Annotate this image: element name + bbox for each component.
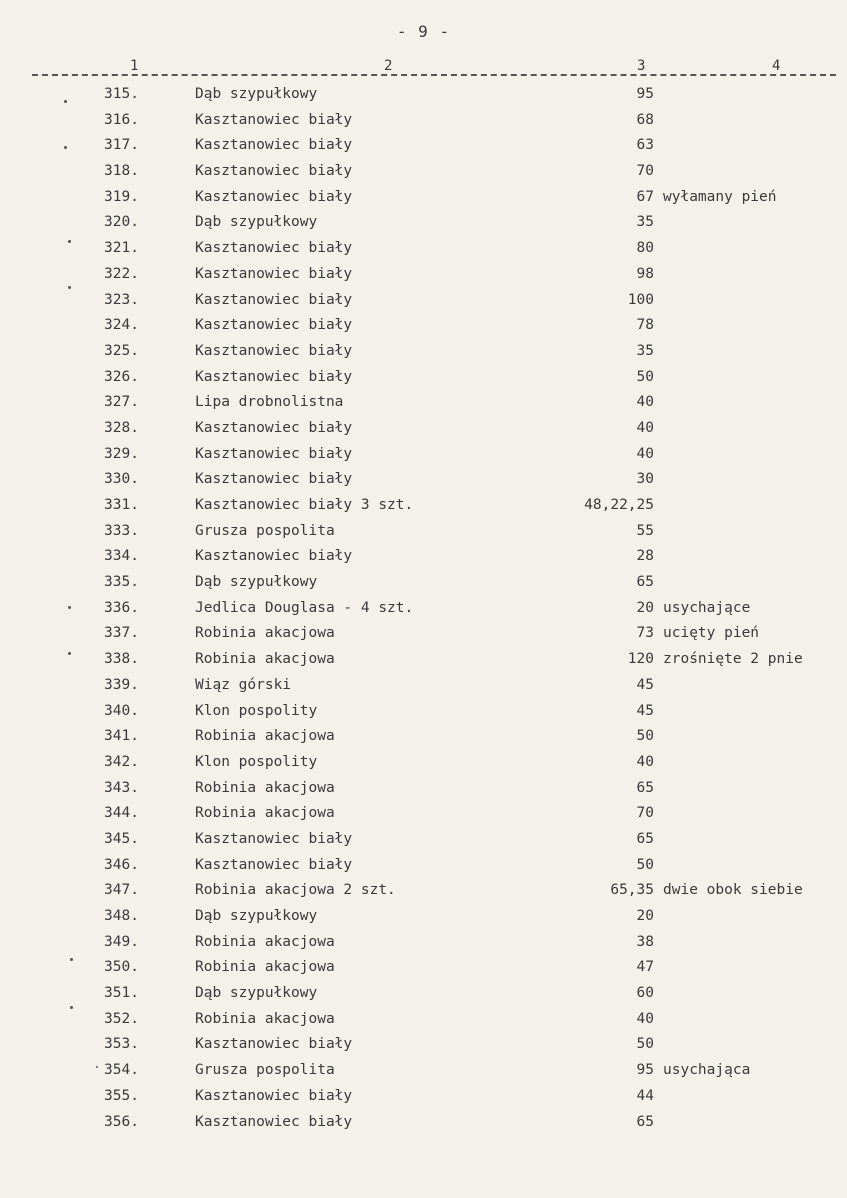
row-number: 335.	[104, 574, 139, 591]
table-row	[0, 493, 847, 519]
measurement: 55	[636, 522, 654, 539]
table-row	[0, 647, 847, 673]
measurement: 63	[636, 137, 654, 154]
tree-species: Robinia akacjowa	[195, 933, 335, 950]
table-row	[0, 365, 847, 391]
table-row	[0, 699, 847, 725]
table-row	[0, 262, 847, 288]
scan-speck	[70, 1006, 73, 1009]
table-row	[0, 82, 847, 108]
measurement: 50	[636, 856, 654, 873]
table-row	[0, 390, 847, 416]
table-row	[0, 621, 847, 647]
measurement: 78	[636, 317, 654, 334]
scan-speck	[70, 958, 73, 961]
measurement: 67	[636, 188, 654, 205]
header-divider	[32, 74, 836, 76]
measurement: 100	[627, 291, 654, 308]
row-number: 356.	[104, 1113, 139, 1130]
row-number: 348.	[104, 908, 139, 924]
row-number: 354.	[104, 1062, 139, 1079]
table-row	[0, 108, 847, 134]
measurement: 65	[636, 779, 654, 796]
tree-species: Dąb szypułkowy	[195, 214, 318, 231]
table-row	[0, 1007, 847, 1033]
table-row	[0, 570, 847, 596]
tree-species: Robinia akacjowa	[195, 728, 335, 745]
tree-species: Grusza pospolita	[195, 522, 335, 539]
row-number: 334.	[104, 548, 139, 565]
tree-species: Dąb szypułkowy	[195, 574, 318, 591]
tree-species: Kasztanowiec biały	[195, 240, 353, 257]
measurement: 40	[636, 445, 654, 462]
measurement: 28	[636, 548, 654, 565]
row-number: 349.	[104, 933, 139, 950]
table-row	[0, 442, 847, 468]
measurement: 35	[636, 342, 654, 359]
remark: usychające	[663, 599, 751, 616]
tree-inventory-table	[0, 82, 847, 1135]
table-row	[0, 673, 847, 699]
row-number: 342.	[104, 753, 139, 770]
row-number: 324.	[104, 317, 139, 334]
table-row	[0, 776, 847, 802]
measurement: 95	[636, 1062, 654, 1079]
scan-speck	[68, 606, 71, 609]
tree-species: Kasztanowiec biały	[195, 291, 353, 308]
column-header-3: 3	[637, 58, 646, 74]
table-row	[0, 750, 847, 776]
tree-species: Kasztanowiec biały	[195, 1036, 353, 1053]
tree-species: Robinia akacjowa	[195, 625, 335, 642]
table-row	[0, 930, 847, 956]
tree-species: Kasztanowiec biały	[195, 265, 353, 282]
measurement: 38	[636, 933, 654, 950]
tree-species: Robinia akacjowa	[195, 1010, 335, 1027]
scan-speck	[68, 286, 71, 289]
table-row	[0, 288, 847, 314]
remark: usychająca	[663, 1062, 751, 1079]
measurement: 30	[636, 471, 654, 488]
measurement: 65	[636, 830, 654, 847]
table-row	[0, 467, 847, 493]
row-number: 347.	[104, 882, 139, 899]
row-number: 345.	[104, 830, 139, 847]
table-row	[0, 519, 847, 545]
row-number: 346.	[104, 856, 139, 873]
row-number: 331.	[104, 497, 139, 513]
measurement: 47	[636, 959, 654, 976]
table-row	[0, 724, 847, 750]
table-row	[0, 544, 847, 570]
scan-speck	[64, 146, 67, 149]
row-number: 336.	[104, 599, 139, 616]
row-number: 329.	[104, 445, 139, 462]
measurement: 45	[636, 676, 654, 693]
table-row	[0, 1032, 847, 1058]
measurement: 60	[636, 985, 654, 1002]
measurement: 70	[636, 805, 654, 822]
tree-species: Robinia akacjowa	[195, 651, 335, 668]
tree-species: Wiąz górski	[195, 676, 292, 693]
measurement: 35	[636, 214, 654, 231]
row-number: 321.	[104, 240, 139, 257]
scan-speck	[68, 652, 71, 655]
table-row	[0, 1058, 847, 1084]
table-row	[0, 185, 847, 211]
measurement: 45	[636, 702, 654, 719]
column-header-2: 2	[384, 58, 393, 74]
tree-species: Lipa drobnolistna	[195, 394, 344, 411]
measurement: 65	[636, 1113, 654, 1130]
tree-species: Kasztanowiec biały	[195, 548, 353, 565]
measurement: 73	[636, 625, 654, 642]
table-row	[0, 955, 847, 981]
column-header-4: 4	[772, 58, 781, 74]
measurement: 98	[636, 265, 654, 282]
tree-species: Klon pospolity	[195, 702, 318, 719]
table-row	[0, 981, 847, 1007]
tree-species: Klon pospolity	[195, 753, 318, 770]
measurement: 20	[636, 599, 654, 616]
row-number: 350.	[104, 959, 139, 976]
measurement: 120	[627, 651, 654, 668]
tree-species: Dąb szypułkowy	[195, 985, 318, 1002]
tree-species: Kasztanowiec biały	[195, 445, 353, 462]
remark: wyłamany pień	[663, 188, 777, 205]
measurement: 50	[636, 368, 654, 385]
tree-species: Kasztanowiec biały	[195, 137, 353, 154]
row-number: 344.	[104, 805, 139, 822]
tree-species: Robinia akacjowa	[195, 805, 335, 822]
table-row	[0, 1110, 847, 1136]
tree-species: Kasztanowiec biały	[195, 368, 353, 385]
tree-species: Dąb szypułkowy	[195, 908, 318, 924]
table-row	[0, 596, 847, 622]
measurement: 40	[636, 394, 654, 411]
measurement: 44	[636, 1087, 654, 1104]
measurement: 95	[636, 86, 654, 102]
tree-species: Kasztanowiec biały	[195, 471, 353, 488]
scan-speck	[96, 1066, 98, 1068]
table-row	[0, 1084, 847, 1110]
tree-species: Kasztanowiec biały	[195, 1087, 353, 1104]
row-number: 352.	[104, 1010, 139, 1027]
measurement: 65	[636, 574, 654, 591]
measurement: 50	[636, 1036, 654, 1053]
remark: ucięty pień	[663, 625, 760, 642]
row-number: 341.	[104, 728, 139, 745]
tree-species: Kasztanowiec biały	[195, 188, 353, 205]
row-number: 343.	[104, 779, 139, 796]
measurement: 48,22,25	[584, 497, 654, 513]
table-row	[0, 827, 847, 853]
row-number: 339.	[104, 676, 139, 693]
table-row	[0, 133, 847, 159]
row-number: 315.	[104, 86, 139, 102]
row-number: 318.	[104, 163, 139, 180]
row-number: 327.	[104, 394, 139, 411]
table-row	[0, 210, 847, 236]
tree-species: Kasztanowiec biały	[195, 1113, 353, 1130]
tree-species: Kasztanowiec biały	[195, 342, 353, 359]
tree-species: Robinia akacjowa	[195, 779, 335, 796]
remark: zrośnięte 2 pnie	[663, 651, 803, 668]
table-row	[0, 904, 847, 930]
table-row	[0, 878, 847, 904]
row-number: 319.	[104, 188, 139, 205]
tree-species: Kasztanowiec biały	[195, 856, 353, 873]
tree-species: Kasztanowiec biały 3 szt.	[195, 497, 414, 513]
tree-species: Kasztanowiec biały	[195, 419, 353, 436]
tree-species: Kasztanowiec biały	[195, 317, 353, 334]
measurement: 40	[636, 419, 654, 436]
tree-species: Kasztanowiec biały	[195, 111, 353, 128]
scan-speck	[64, 100, 67, 103]
tree-species: Robinia akacjowa	[195, 959, 335, 976]
table-row	[0, 416, 847, 442]
row-number: 328.	[104, 419, 139, 436]
row-number: 323.	[104, 291, 139, 308]
table-row	[0, 853, 847, 879]
measurement: 50	[636, 728, 654, 745]
table-row	[0, 313, 847, 339]
tree-species: Kasztanowiec biały	[195, 163, 353, 180]
tree-species: Kasztanowiec biały	[195, 830, 353, 847]
row-number: 317.	[104, 137, 139, 154]
remark: dwie obok siebie	[663, 882, 803, 899]
row-number: 337.	[104, 625, 139, 642]
row-number: 353.	[104, 1036, 139, 1053]
row-number: 333.	[104, 522, 139, 539]
tree-species: Robinia akacjowa 2 szt.	[195, 882, 396, 899]
row-number: 320.	[104, 214, 139, 231]
measurement: 20	[636, 908, 654, 924]
row-number: 338.	[104, 651, 139, 668]
row-number: 325.	[104, 342, 139, 359]
tree-species: Jedlica Douglasa - 4 szt.	[195, 599, 414, 616]
table-row	[0, 159, 847, 185]
measurement: 80	[636, 240, 654, 257]
measurement: 70	[636, 163, 654, 180]
table-row	[0, 339, 847, 365]
measurement: 40	[636, 753, 654, 770]
measurement: 65,35	[610, 882, 654, 899]
table-row	[0, 236, 847, 262]
row-number: 316.	[104, 111, 139, 128]
column-header-1: 1	[130, 58, 139, 74]
row-number: 355.	[104, 1087, 139, 1104]
row-number: 322.	[104, 265, 139, 282]
tree-species: Grusza pospolita	[195, 1062, 335, 1079]
tree-species: Dąb szypułkowy	[195, 86, 318, 102]
page-number: - 9 -	[396, 22, 451, 41]
row-number: 340.	[104, 702, 139, 719]
measurement: 68	[636, 111, 654, 128]
measurement: 40	[636, 1010, 654, 1027]
scan-speck	[68, 240, 71, 243]
table-row	[0, 801, 847, 827]
row-number: 326.	[104, 368, 139, 385]
row-number: 351.	[104, 985, 139, 1002]
row-number: 330.	[104, 471, 139, 488]
